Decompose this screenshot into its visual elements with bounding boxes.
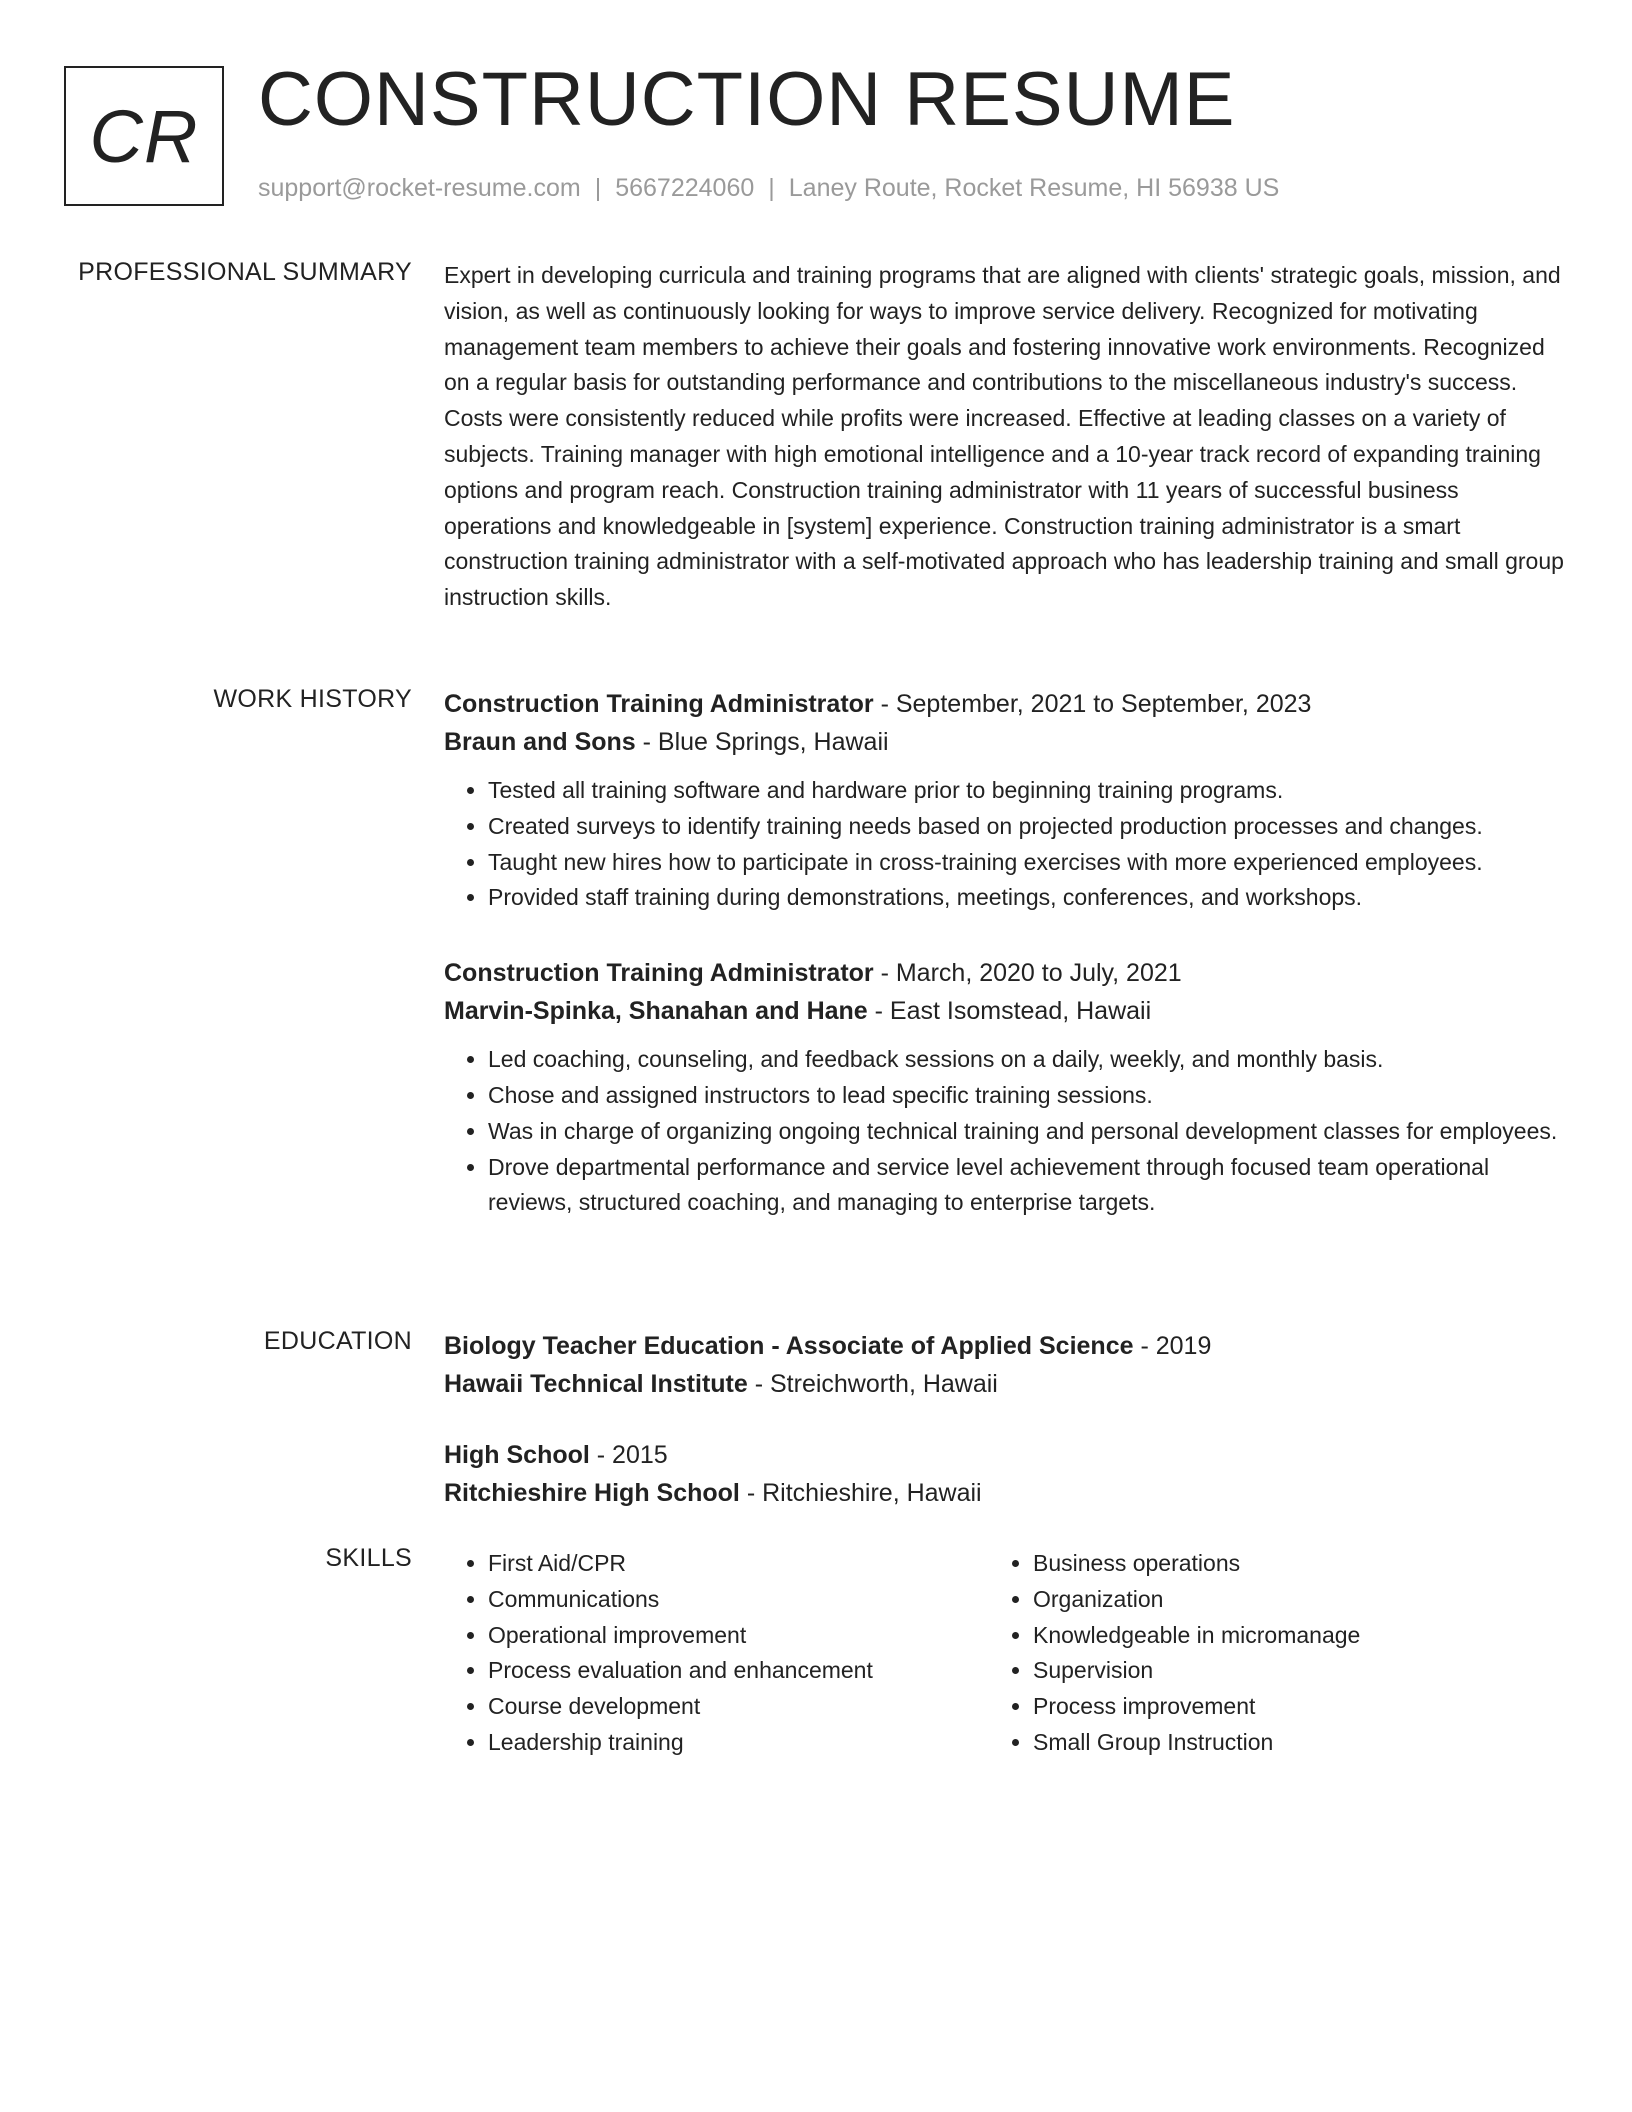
job-location: - East Isomstead, Hawaii — [867, 997, 1152, 1026]
education-entry — [444, 1436, 1564, 1512]
skills-column-left — [444, 1546, 989, 1761]
education-degree-line — [444, 1436, 1564, 1474]
job-bullets — [444, 1042, 1564, 1221]
contact-phone: 5667224060 — [615, 174, 755, 202]
contact-address: Laney Route, Rocket Resume, HI 56938 US — [788, 174, 1280, 202]
education-school: Ritchieshire High School — [444, 1479, 740, 1507]
skills-list — [444, 1546, 989, 1761]
monogram-text: CR — [89, 94, 199, 178]
job-bullet: • Taught new hires how to participate in cross-training exercises with more experienced employees. — [488, 845, 1564, 881]
job-company-line — [444, 723, 1564, 761]
contact-separator: | — [768, 174, 775, 202]
job-dates: - March, 2020 to July, 2021 — [873, 959, 1182, 988]
job-entry — [444, 685, 1564, 916]
job-entry — [444, 954, 1564, 1221]
job-title-line — [444, 954, 1564, 992]
job-company: Marvin-Spinka, Shanahan and Hane — [444, 997, 868, 1026]
job-bullet: • Provided staff training during demonstrations, meetings, conferences, and workshops. — [488, 880, 1564, 916]
education-year: - 2019 — [1133, 1332, 1212, 1360]
job-company-line — [444, 992, 1564, 1030]
education-location: - Streichworth, Hawaii — [747, 1370, 998, 1398]
job-bullet: • Led coaching, counseling, and feedback sessions on a daily, weekly, and monthly basis. — [488, 1042, 1564, 1078]
skill-item: • Operational improvement — [488, 1618, 989, 1654]
skills-column-right — [989, 1546, 1534, 1761]
contact-separator: | — [594, 174, 602, 202]
education-entry — [444, 1327, 1564, 1403]
skills-columns — [444, 1546, 1564, 1761]
education-year: - 2015 — [589, 1441, 668, 1469]
skill-item: • Leadership training — [488, 1725, 989, 1761]
education-degree: High School — [444, 1441, 590, 1469]
skill-item: • Small Group Instruction — [1033, 1725, 1534, 1761]
job-title-line — [444, 685, 1564, 723]
education-school: Hawaii Technical Institute — [444, 1370, 748, 1398]
work-history-body — [444, 685, 1564, 1221]
job-bullet: • Drove departmental performance and service level achievement through focused team operational reviews, structured coaching, and managing to enterprise targets. — [488, 1150, 1564, 1222]
education-degree-line — [444, 1327, 1564, 1365]
education-school-line — [444, 1365, 1564, 1403]
section-label-work-history: WORK HISTORY — [213, 685, 412, 713]
job-company: Braun and Sons — [444, 728, 636, 756]
skill-item: • Course development — [488, 1689, 989, 1725]
skill-item: • First Aid/CPR — [488, 1546, 989, 1582]
job-dates: - September, 2021 to September, 2023 — [873, 690, 1312, 718]
job-bullet: • Tested all training software and hardware prior to beginning training programs. — [488, 773, 1564, 809]
job-title: Construction Training Administrator — [444, 690, 874, 718]
education-body — [444, 1327, 1564, 1512]
monogram-logo — [64, 66, 224, 206]
skill-item: • Communications — [488, 1582, 989, 1618]
resume-title: CONSTRUCTION RESUME — [258, 57, 1236, 142]
job-title: Construction Training Administrator — [444, 959, 874, 988]
section-label-skills: SKILLS — [325, 1544, 412, 1572]
education-degree: Biology Teacher Education - Associate of Applied Science — [444, 1332, 1134, 1360]
job-bullet: • Chose and assigned instructors to lead specific training sessions. — [488, 1078, 1564, 1114]
skills-body — [444, 1546, 1564, 1761]
skill-item: • Business operations — [1033, 1546, 1534, 1582]
skill-item: • Process improvement — [1033, 1689, 1534, 1725]
contact-email: support@rocket-resume.com — [258, 174, 581, 202]
job-bullet: • Was in charge of organizing ongoing technical training and personal development classes for employees. — [488, 1114, 1564, 1150]
job-bullets — [444, 773, 1564, 916]
section-label-summary: PROFESSIONAL SUMMARY — [78, 258, 412, 286]
education-location: - Ritchieshire, Hawaii — [739, 1479, 982, 1507]
skill-item: • Supervision — [1033, 1653, 1534, 1689]
summary-body — [444, 258, 1564, 616]
job-location: - Blue Springs, Hawaii — [635, 728, 889, 756]
education-school-line — [444, 1474, 1564, 1512]
job-bullet: • Created surveys to identify training needs based on projected production processes and changes. — [488, 809, 1564, 845]
section-label-education: EDUCATION — [263, 1327, 412, 1355]
contact-line — [258, 174, 1279, 203]
summary-text: Expert in developing curricula and training programs that are aligned with clients' strategic goals, mission, and vision, as well as continuously looking for ways to improve service delivery. Recognized for motivating management team members to achieve their goals and fostering innovative work environments. Recognized on a regular basis for outstanding performance and contributions to the miscellaneous industry's success. Costs were consistently reduced while profits were increased. Effective at leading classes on a variety of subjects. Training manager with high emotional intelligence and a 10-year track record of expanding training options and program reach. Construction training administrator with 11 years of successful business operations and knowledgeable in [system] experience. Construction training administrator is a smart construction training administrator with a self-motivated approach who has leadership training and small group instruction skills. — [444, 262, 1564, 611]
skills-list — [989, 1546, 1534, 1761]
skill-item: • Organization — [1033, 1582, 1534, 1618]
skill-item: • Knowledgeable in micromanage — [1033, 1618, 1534, 1654]
skill-item: • Process evaluation and enhancement — [488, 1653, 989, 1689]
